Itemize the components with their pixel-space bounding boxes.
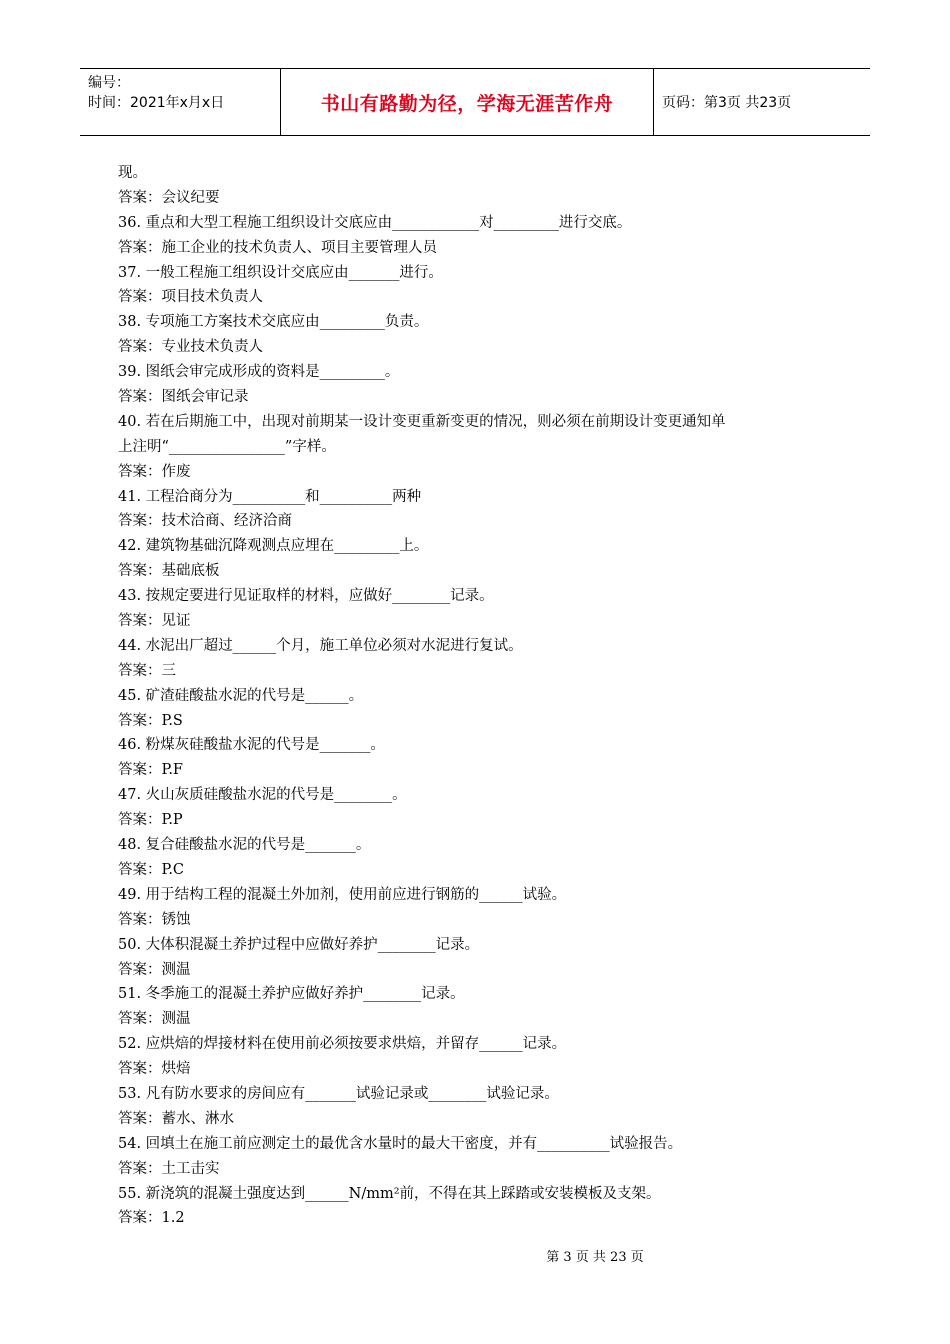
- question-line: 36. 重点和大型工程施工组织设计交底应由____________对_________进行交底。: [118, 214, 632, 231]
- question-line: 53. 凡有防水要求的房间应有_______试验记录或________试验记录。: [118, 1085, 559, 1102]
- answer-line: 答案：项目技术负责人: [118, 289, 263, 306]
- header-page-info: 页码：第3页 共23页: [662, 95, 792, 111]
- answer-line: 答案：技术洽商、经济洽商: [118, 513, 292, 530]
- question-line: 46. 粉煤灰硅酸盐水泥的代号是_______。: [118, 737, 385, 754]
- question-line: 50. 大体积混凝土养护过程中应做好养护________记录。: [118, 936, 480, 953]
- answer-line: 答案：施工企业的技术负责人、项目主要管理人员: [118, 239, 437, 256]
- document-body: [118, 161, 838, 1231]
- header-motto: 书山有路勤为径，学海无涯苦作舟: [281, 69, 654, 135]
- answer-line: 答案：作废: [118, 463, 191, 480]
- page-header: [80, 68, 870, 136]
- header-meta: [80, 69, 281, 135]
- answer-line: 答案：图纸会审记录: [118, 389, 249, 406]
- document-time-label: 时间：2021年x月x日: [88, 95, 225, 111]
- question-line: 45. 矿渣硅酸盐水泥的代号是______。: [118, 687, 364, 704]
- answer-line: 答案：烘焙: [118, 1061, 191, 1078]
- answer-line: 答案：三: [118, 662, 176, 679]
- question-line: 40. 若在后期施工中，出现对前期某一设计变更重新变更的情况，则必须在前期设计变更通知单: [118, 413, 726, 430]
- question-line: 37. 一般工程施工组织设计交底应由_______进行。: [118, 264, 443, 281]
- question-line-continued: 上注明“________________”字样。: [118, 438, 336, 455]
- question-line: 44. 水泥出厂超过______个月，施工单位必须对水泥进行复试。: [118, 637, 523, 654]
- question-line: 41. 工程洽商分为__________和__________两种: [118, 488, 422, 505]
- question-line: 42. 建筑物基础沉降观测点应埋在_________上。: [118, 538, 429, 555]
- answer-line: 答案：测温: [118, 1011, 191, 1028]
- question-line: 52. 应烘焙的焊接材料在使用前必须按要求烘焙，并留存______记录。: [118, 1036, 567, 1053]
- question-line: 51. 冬季施工的混凝土养护应做好养护________记录。: [118, 986, 465, 1003]
- answer-line: 答案：P.C: [118, 861, 185, 878]
- answer-line: 答案：土工击实: [118, 1160, 220, 1177]
- question-line: 49. 用于结构工程的混凝土外加剂，使用前应进行钢筋的______试验。: [118, 886, 567, 903]
- document-number-label: 编号：: [88, 75, 130, 91]
- answer-line: 答案：会议纪要: [118, 189, 220, 206]
- question-line: 43. 按规定要进行见证取样的材料，应做好________记录。: [118, 588, 494, 605]
- question-line: 54. 回填土在施工前应测定土的最优含水量时的最大干密度，并有__________试验报告。: [118, 1135, 683, 1152]
- answer-line: 答案：专业技术负责人: [118, 339, 263, 356]
- question-line: 39. 图纸会审完成形成的资料是_________。: [118, 364, 400, 381]
- answer-line: 答案：1.2: [118, 1210, 185, 1227]
- question-line: 47. 火山灰质硅酸盐水泥的代号是________。: [118, 787, 407, 804]
- answer-line: 答案：锈蚀: [118, 911, 191, 928]
- answer-line: 答案：测温: [118, 961, 191, 978]
- question-line: 38. 专项施工方案技术交底应由_________负责。: [118, 314, 429, 331]
- answer-line: 答案：P.S: [118, 712, 183, 729]
- page-footer: 第 3 页 共 23 页: [546, 1250, 644, 1265]
- question-line: 55. 新浇筑的混凝土强度达到______N/mm²前，不得在其上踩踏或安装模板及支架。: [118, 1185, 661, 1202]
- answer-line: 答案：基础底板: [118, 563, 220, 580]
- answer-line: 答案：见证: [118, 613, 191, 630]
- answer-line: 答案：蓄水、淋水: [118, 1110, 234, 1127]
- text-line: 现。: [118, 165, 147, 181]
- question-line: 48. 复合硅酸盐水泥的代号是_______。: [118, 837, 371, 854]
- answer-line: 答案：P.P: [118, 812, 183, 829]
- answer-line: 答案：P.F: [118, 762, 183, 779]
